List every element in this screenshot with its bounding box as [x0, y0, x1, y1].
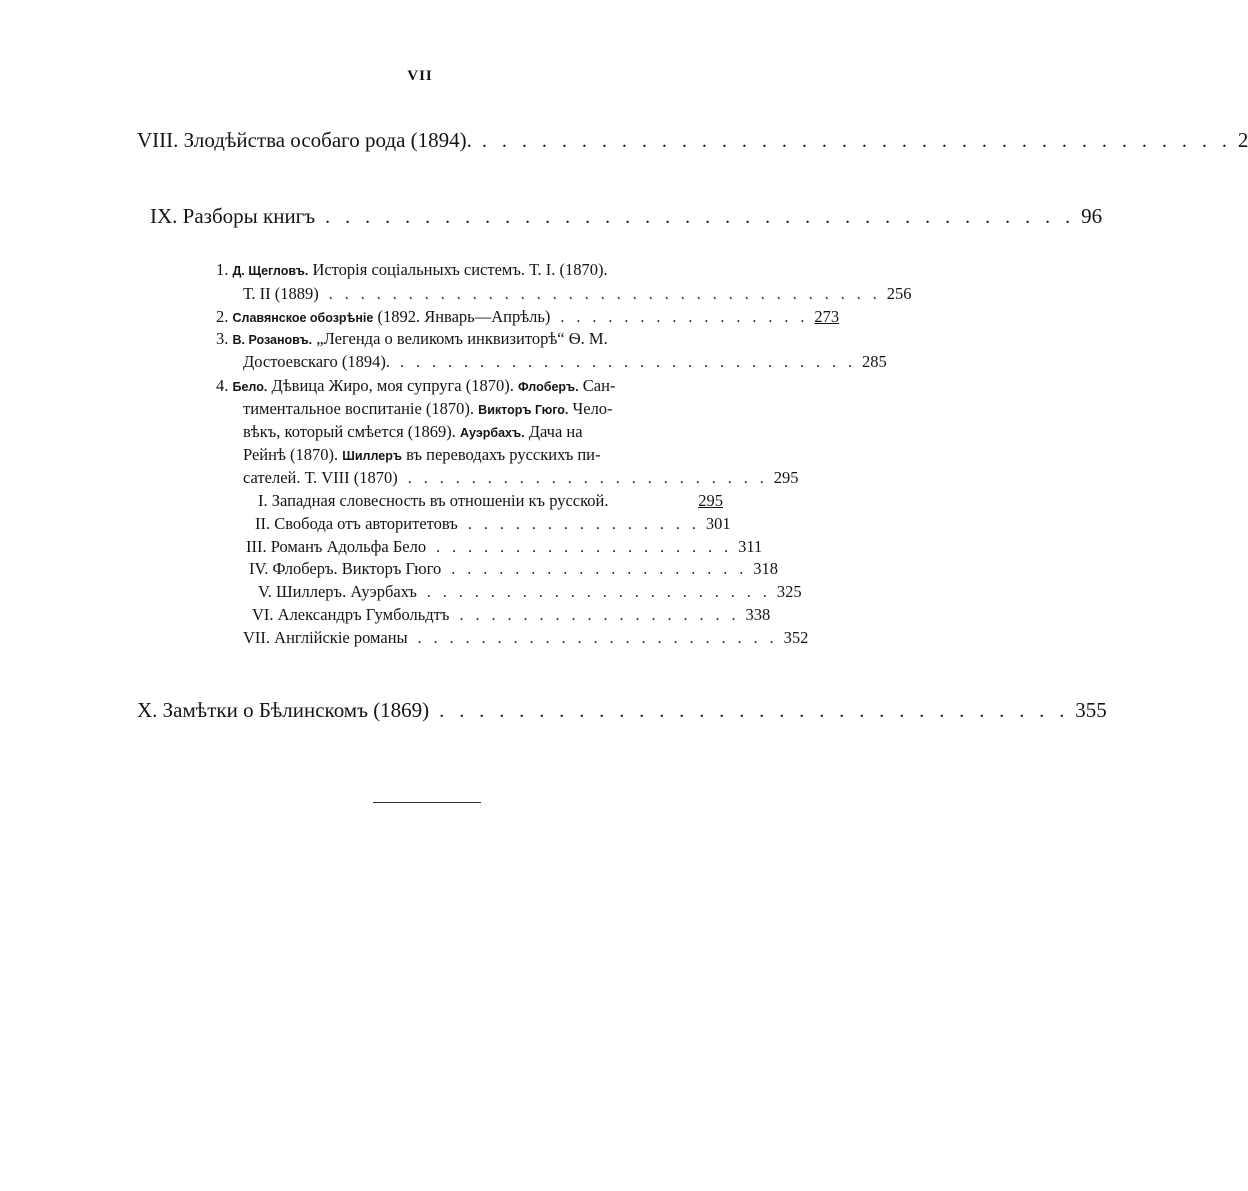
entry-author: В. Розановъ.	[232, 333, 313, 347]
leader-dots: . . . . . . . . . . . . . . . . . . .	[436, 539, 733, 556]
toc-entry-4-line1	[216, 376, 615, 396]
subsection-page: 318	[753, 559, 778, 578]
toc-section-ix-label: IX. Разборы книгъ	[150, 204, 316, 228]
subsection-page: 338	[745, 605, 771, 624]
entry-label	[216, 307, 550, 327]
subsection-page: 311	[738, 537, 763, 556]
toc-entry-1-line1	[216, 260, 608, 280]
entry-author: Викторъ Гюго.	[478, 403, 569, 417]
subsection-page: 295	[698, 491, 723, 510]
toc-entry-4-line3	[243, 422, 583, 442]
toc-subsection-vi[interactable]	[252, 605, 771, 625]
leader-dots: . . . . . . . . . . . . . . . . . . . . . .	[426, 584, 771, 601]
entry-page: 256	[886, 284, 912, 303]
entry-author: Шиллеръ	[342, 449, 402, 463]
leader-dots: . . . . . . . . . . . . . . . . . . . . . . .	[417, 630, 778, 647]
entry-author: Бело.	[232, 380, 268, 394]
leader-dots: . . . . . . . . . . . . . . . . . . . . . . . . . . . . . . . . . . . . . .	[325, 206, 1076, 228]
entry-title-cont: Т. II (1889)	[243, 284, 319, 303]
subsection-label: VII. Англійскіе романы	[243, 628, 408, 647]
page-number: VII	[407, 68, 433, 84]
toc-subsection-v[interactable]	[258, 582, 802, 602]
toc-subsection-iii[interactable]	[246, 537, 763, 557]
leader-dots: . . . . . . . . . . . . . . . .	[560, 309, 809, 326]
leader-dots: . . . . . . . . . . . . . . . . . . . . . . . . . . . . . . . .	[439, 700, 1070, 722]
entry-title: „Легенда о великомъ инквизиторѣ“ Ѳ. М.	[316, 329, 608, 348]
entry-title-cont: сателей. Т. VIII (1870)	[243, 468, 398, 487]
entry-title: Сан-	[582, 376, 616, 395]
toc-subsection-iv[interactable]	[249, 559, 778, 579]
subsection-page: 325	[776, 582, 802, 601]
leader-dots: . . . . . . . . . . . . . . . . . . . . . . . . . . . . . . . . . . .	[328, 286, 881, 303]
leader-dots: . . . . . . . . . . . . . . .	[467, 516, 700, 533]
subsection-label: III. Романъ Адольфа Бело	[246, 537, 427, 556]
entry-page: 273	[814, 307, 840, 326]
entry-title: Дача на	[528, 422, 583, 441]
toc-entry-4-line5[interactable]	[243, 468, 799, 488]
toc-section-viii-label: VIII. Злодѣйства особаго рода (1894).	[137, 128, 472, 152]
toc-entry-4-line2	[243, 399, 613, 419]
entry-title: въ переводахъ русскихъ пи-	[406, 445, 601, 464]
leader-dots: . . . . . . . . . . . . . . . . . .	[459, 607, 740, 624]
toc-section-viii-page: 2	[1237, 128, 1248, 152]
subsection-label: I. Западная словесность въ отношеніи къ русской.	[258, 491, 609, 510]
entry-title: Дѣвица Жиро, моя супруга (1870).	[271, 376, 514, 395]
leader-dots: . . . . . . . . . . . . . . . . . . .	[451, 561, 748, 578]
toc-section-x-label: X. Замѣтки о Бѣлинскомъ (1869)	[137, 698, 430, 722]
entry-author: Ауэрбахъ.	[460, 426, 525, 440]
entry-number: 3.	[216, 329, 229, 348]
toc-subsection-i[interactable]	[258, 491, 723, 511]
subsection-label: VI. Александръ Гумбольдтъ	[252, 605, 450, 624]
toc-section-x[interactable]	[137, 698, 1107, 723]
entry-title: (1892. Январь—Апрѣль)	[377, 307, 551, 326]
entry-title: вѣкъ, который смѣется (1869).	[243, 422, 456, 441]
entry-number: 1.	[216, 260, 229, 279]
leader-dots: . . . . . . . . . . . . . . . . . . . . . . . . . . . . . . . . . . . . . .	[481, 130, 1232, 152]
entry-journal: Славянское обозрѣніе	[232, 311, 374, 325]
leader-dots: . . . . . . . . . . . . . . . . . . . . . . .	[407, 470, 768, 487]
entry-title: Чело-	[572, 399, 613, 418]
subsection-label: V. Шиллеръ. Ауэрбахъ	[258, 582, 417, 601]
toc-section-ix[interactable]	[150, 204, 1103, 229]
subsection-page: 352	[783, 628, 809, 647]
toc-entry-3-line1	[216, 329, 608, 349]
leader-dots: . . . . . . . . . . . . . . . . . . . . . . . . . . . . .	[399, 354, 856, 371]
entry-title: Исторія соціальныхъ системъ. Т. I. (1870).	[312, 260, 608, 279]
subsection-label: II. Свобода отъ авторитетовъ	[255, 514, 458, 533]
entry-author: Д. Щегловъ.	[232, 264, 309, 278]
toc-section-viii[interactable]	[137, 128, 1248, 153]
toc-entry-3-line2[interactable]	[243, 352, 887, 372]
entry-title-cont: Достоевскаго (1894).	[243, 352, 390, 371]
toc-section-x-page: 355	[1075, 698, 1107, 722]
entry-author: Флоберъ.	[517, 380, 579, 394]
entry-number: 2.	[216, 307, 229, 326]
entry-title: Рейнѣ (1870).	[243, 445, 339, 464]
toc-entry-2[interactable]	[216, 307, 840, 327]
toc-entry-4-line4	[243, 445, 601, 465]
entry-title: тиментальное воспитаніе (1870).	[243, 399, 475, 418]
entry-page: 295	[773, 468, 799, 487]
subsection-page: 301	[705, 514, 731, 533]
end-rule	[373, 802, 481, 803]
toc-entry-1-line2[interactable]	[243, 284, 912, 304]
toc-subsection-ii[interactable]	[255, 514, 731, 534]
toc-subsection-vii[interactable]	[243, 628, 809, 648]
entry-page: 285	[861, 352, 887, 371]
toc-section-ix-page: 96	[1081, 204, 1103, 228]
entry-number: 4.	[216, 376, 229, 395]
subsection-label: IV. Флоберъ. Викторъ Гюго	[249, 559, 442, 578]
